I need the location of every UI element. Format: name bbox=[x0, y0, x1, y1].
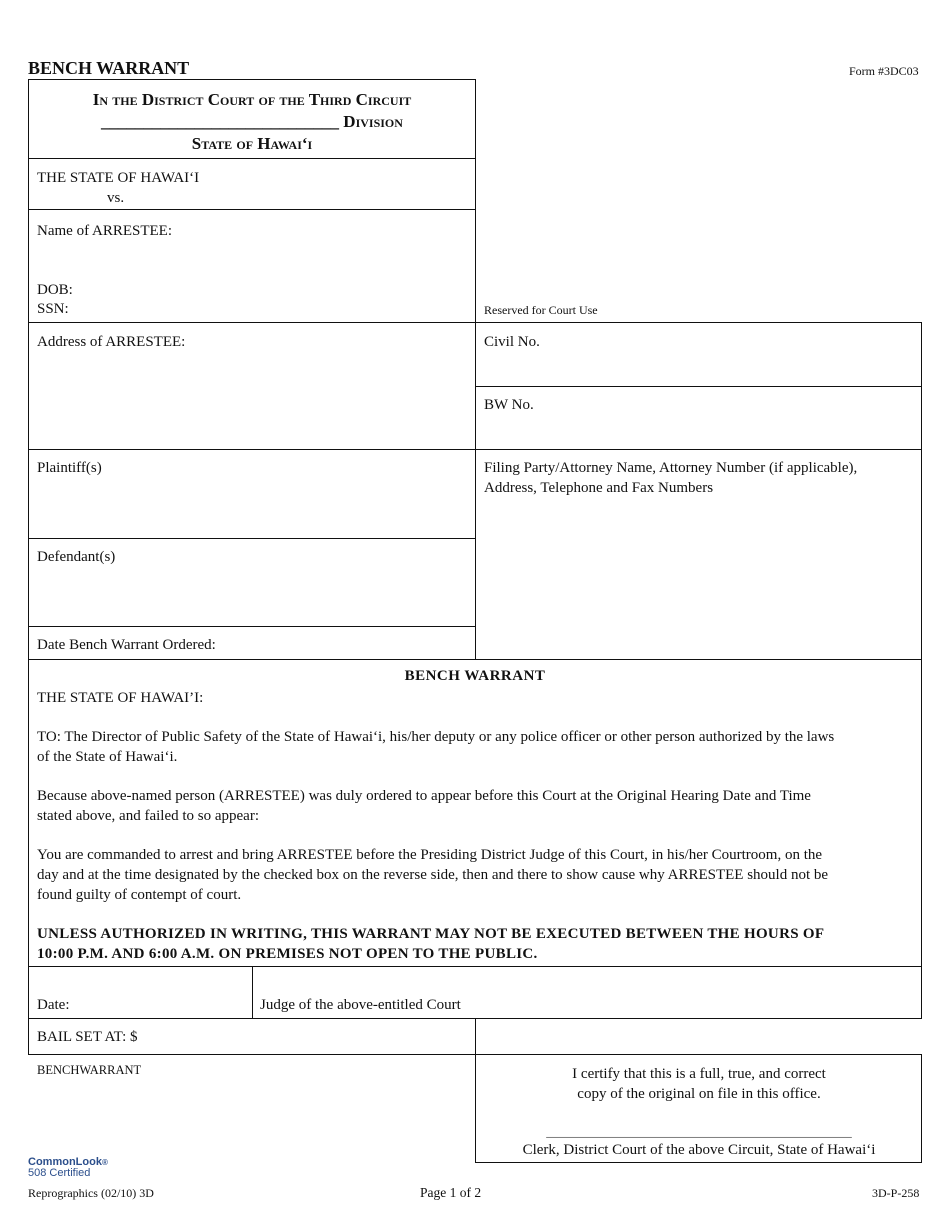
ssn-label: SSN: bbox=[37, 301, 69, 317]
judge-signature-label: Judge of the above-entitled Court bbox=[260, 997, 461, 1013]
versus: vs. bbox=[107, 190, 125, 206]
bail-label: BAIL SET AT: $ bbox=[37, 1029, 138, 1045]
clerk-signature-line[interactable]: _______________________________________________ bbox=[546, 1124, 852, 1139]
division-line bbox=[28, 111, 476, 133]
command-paragraph bbox=[37, 845, 915, 905]
command-line-1: You are commanded to arrest and bring ARRESTEE before the Presiding District Judge of this Court, in his/her Courtroom, on the bbox=[37, 847, 823, 863]
cert-line-2: copy of the original on file in this office. bbox=[577, 1086, 821, 1102]
page-number: Page 1 of 2 bbox=[420, 1185, 482, 1200]
command-line-2: day and at the time designated by the checked box on the reverse side, then and there to show cause why ARRESTEE should not be bbox=[37, 867, 829, 883]
logo-brand: CommonLook bbox=[28, 1156, 102, 1168]
warrant-heading: BENCH WARRANT bbox=[404, 668, 546, 684]
commonlook-logo bbox=[28, 1157, 108, 1179]
date-label: Date: bbox=[37, 997, 70, 1013]
execution-notice bbox=[37, 924, 915, 964]
plaintiffs-label: Plaintiff(s) bbox=[37, 460, 102, 476]
to-paragraph bbox=[37, 727, 915, 767]
state-address: THE STATE OF HAWAI’I: bbox=[37, 690, 204, 706]
to-line-2: of the State of Hawai‘i. bbox=[37, 749, 178, 765]
filing-party-line2: Address, Telephone and Fax Numbers bbox=[484, 480, 714, 496]
division-label: Division bbox=[343, 112, 403, 131]
court-name: In the District Court of the Third Circuit bbox=[92, 90, 412, 109]
court-caption bbox=[28, 89, 476, 155]
civil-number-label: Civil No. bbox=[484, 334, 540, 350]
arrestee-name-label: Name of ARRESTEE: bbox=[37, 223, 172, 239]
certification-text bbox=[476, 1064, 922, 1104]
cert-line-1: I certify that this is a full, true, and correct bbox=[572, 1066, 826, 1082]
notice-line-2: 10:00 P.M. AND 6:00 A.M. ON PREMISES NOT OPEN TO THE PUBLIC. bbox=[37, 946, 538, 962]
because-line-1: Because above-named person (ARRESTEE) was duly ordered to appear before this Court at the Original Hearing Date and Time bbox=[37, 788, 811, 804]
filing-party-label bbox=[484, 458, 857, 498]
footer-code: BENCHWARRANT bbox=[37, 1063, 142, 1077]
to-line-1: TO: The Director of Public Safety of the State of Hawai‘i, his/her deputy or any police officer or other person authorized by the laws bbox=[37, 729, 835, 745]
division-blank[interactable]: ____________________________ bbox=[101, 112, 340, 131]
command-line-3: found guilty of contempt of court. bbox=[37, 887, 242, 903]
arrestee-address-label: Address of ARRESTEE: bbox=[37, 334, 186, 350]
because-paragraph bbox=[37, 786, 915, 826]
defendants-label: Defendant(s) bbox=[37, 549, 116, 565]
notice-line-1: UNLESS AUTHORIZED IN WRITING, THIS WARRANT MAY NOT BE EXECUTED BETWEEN THE HOURS OF bbox=[37, 926, 825, 942]
bw-number-label: BW No. bbox=[484, 397, 534, 413]
dob-label: DOB: bbox=[37, 282, 73, 298]
state-caption: State of Hawai‘i bbox=[191, 134, 313, 153]
state-party: THE STATE OF HAWAI‘I bbox=[37, 170, 200, 186]
date-ordered-label: Date Bench Warrant Ordered: bbox=[37, 637, 216, 653]
form-code: 3D-P-258 bbox=[872, 1186, 920, 1200]
reprographics-code: Reprographics (02/10) 3D bbox=[28, 1186, 154, 1200]
logo-registered: ® bbox=[101, 1158, 108, 1167]
because-line-2: stated above, and failed to so appear: bbox=[37, 808, 259, 824]
reserved-court-use: Reserved for Court Use bbox=[484, 303, 598, 317]
filing-party-line1: Filing Party/Attorney Name, Attorney Number (if applicable), bbox=[484, 460, 858, 476]
form-number: Form #3DC03 bbox=[849, 64, 919, 78]
clerk-label: Clerk, District Court of the above Circuit, State of Hawai‘i bbox=[522, 1142, 876, 1158]
form-title: BENCH WARRANT bbox=[28, 58, 190, 78]
logo-certified: 508 Certified bbox=[28, 1167, 91, 1179]
